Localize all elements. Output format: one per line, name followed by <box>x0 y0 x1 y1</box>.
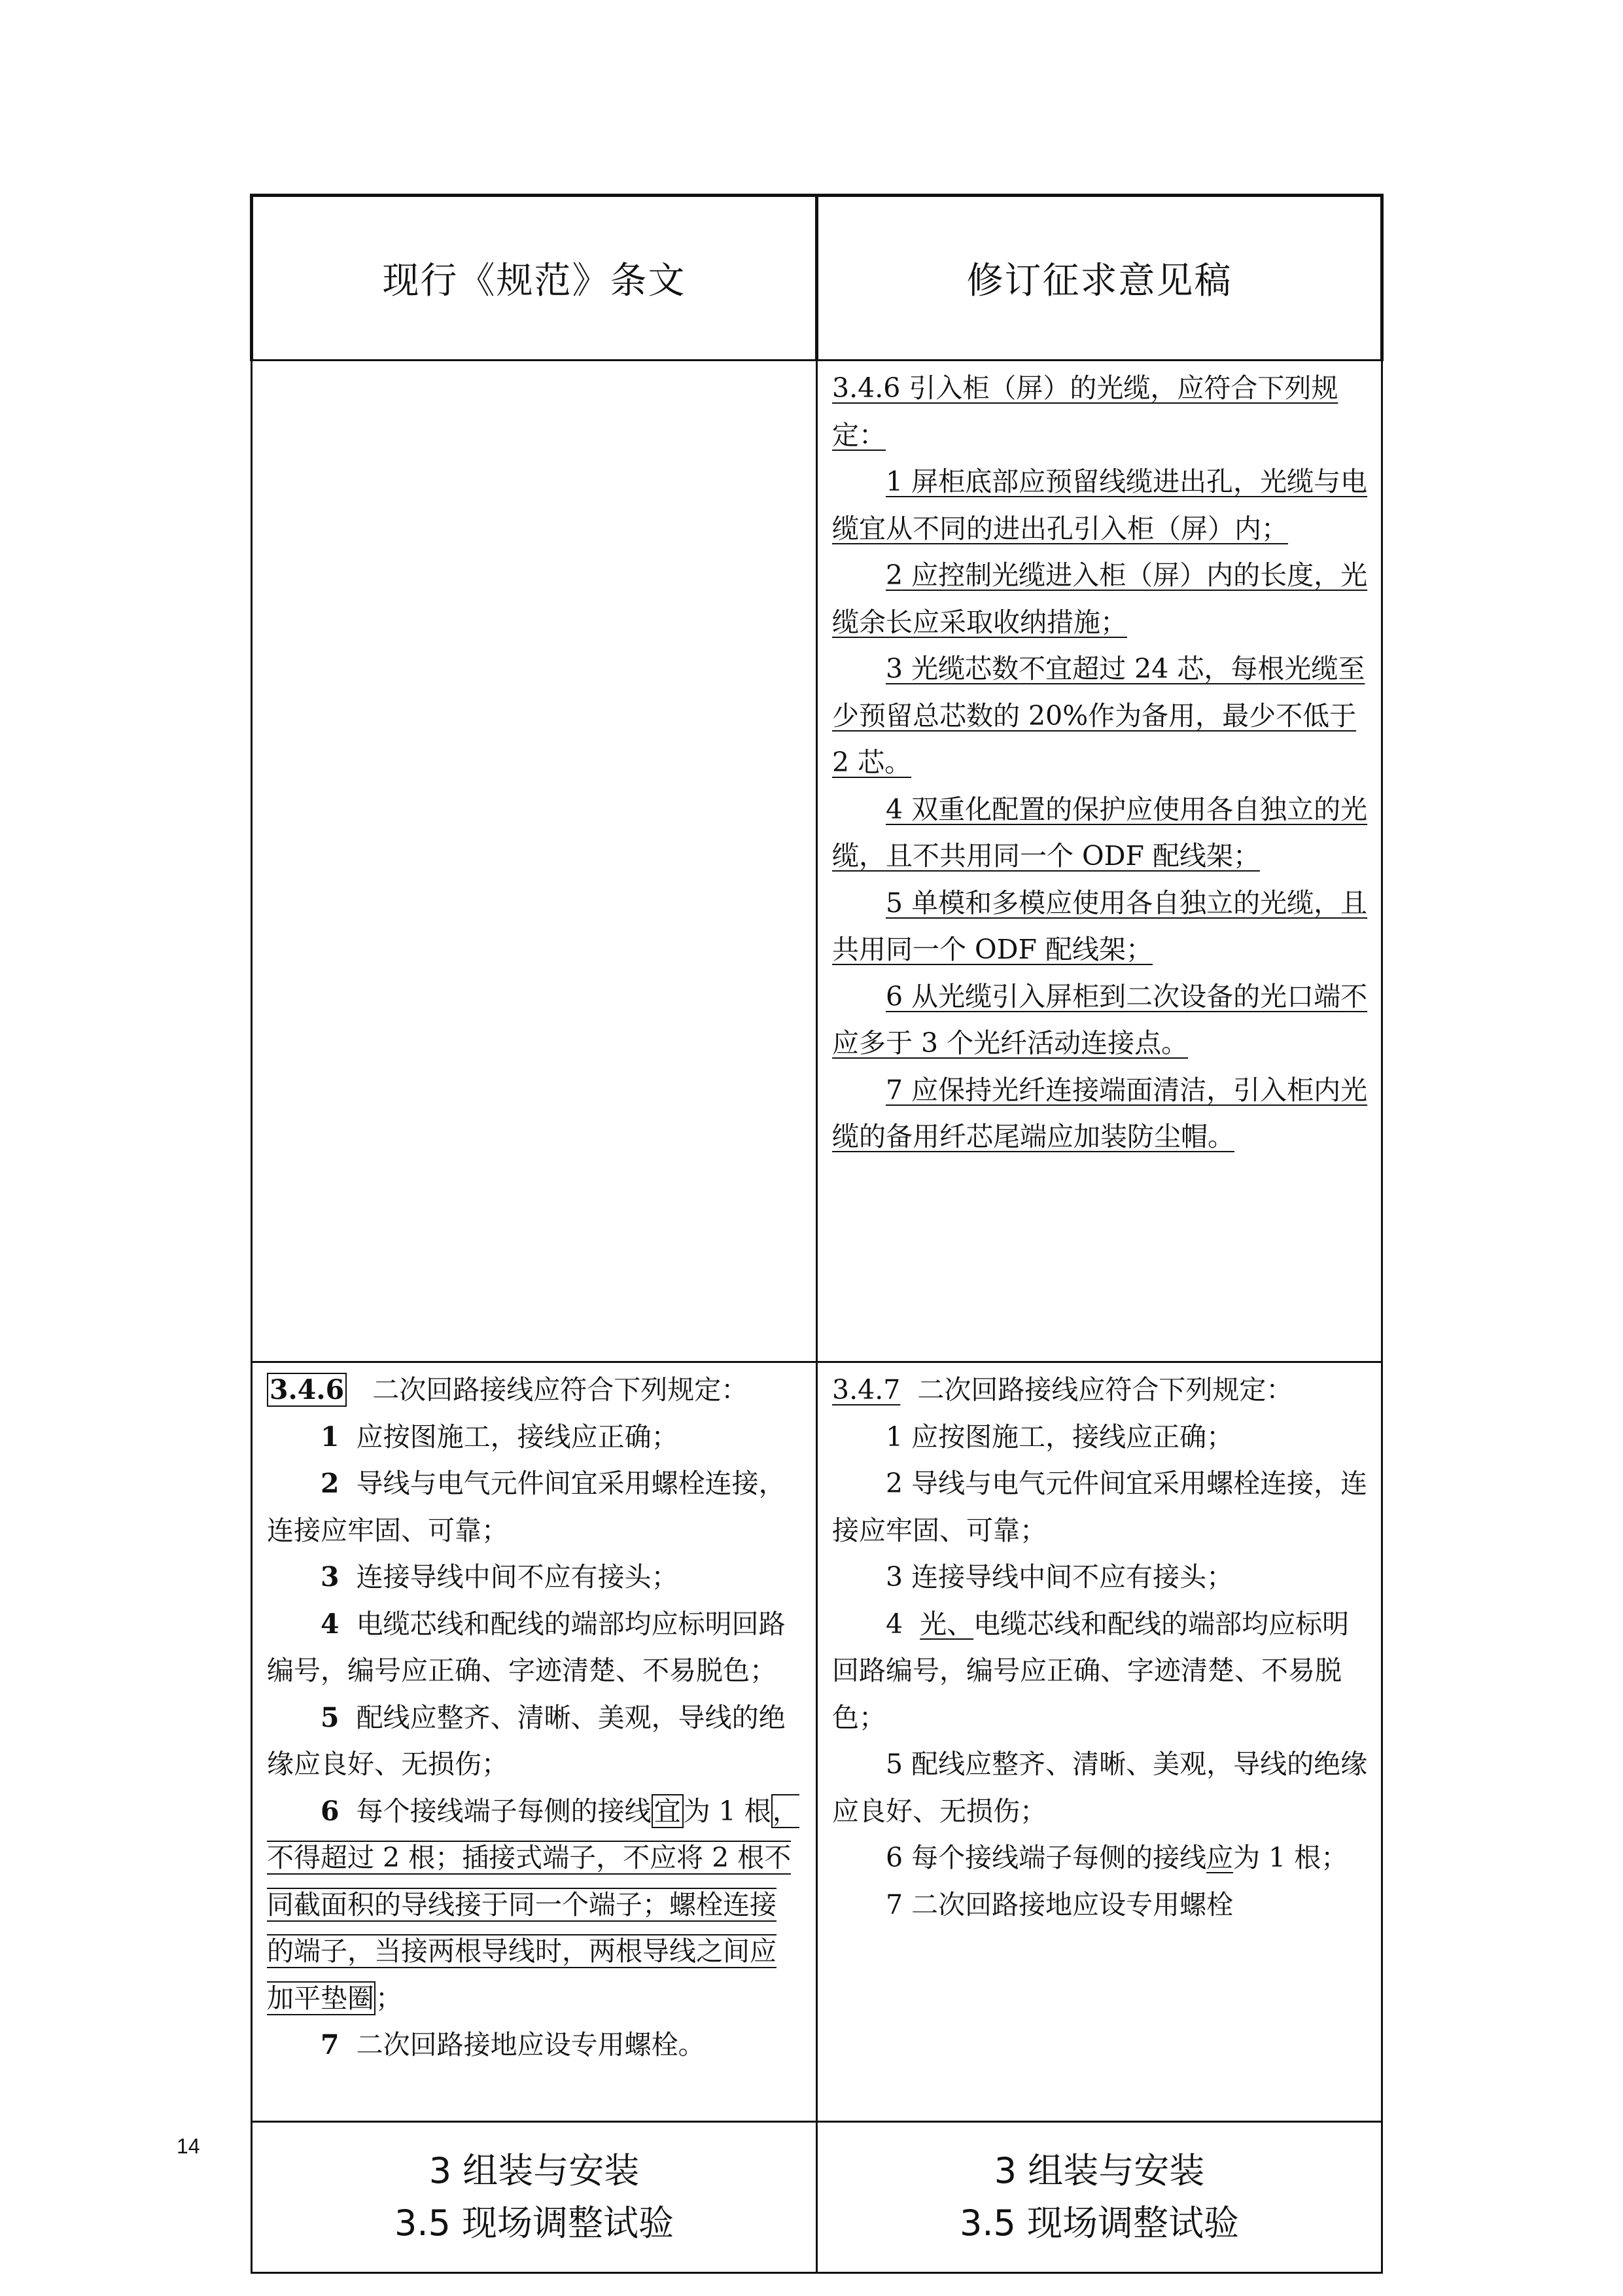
clause-number-underlined: 3.4.7 <box>832 1374 901 1405</box>
comparison-table <box>250 194 1384 2274</box>
current-item-6 <box>267 1788 803 2022</box>
item-number: 1 <box>321 1421 340 1453</box>
item-text: 应按图施工，接线应正确； <box>356 1421 678 1453</box>
item-number: 6 <box>321 1795 340 1827</box>
revised-item-4 <box>832 1601 1368 1742</box>
new-item-2: 2 应控制光缆进入柜（屏）内的长度，光缆余长应采取收纳措施； <box>832 559 1368 638</box>
revised-item-5: 5 配线应整齐、清晰、美观，导线的绝缘应良好、无损伤； <box>832 1748 1368 1827</box>
boxed-deleted-text: ，不得超过 2 根；插接式端子，不应将 2 根不同截面积的导线接于同一个端子；螺栓连接的端子，当接两根导线时，两根导线之间应加平垫圈 <box>267 1795 799 2014</box>
item-text: 配线应整齐、清晰、美观，导线的绝缘应良好、无损伤； <box>267 1701 786 1780</box>
chapter-title-right: 3 组装与安装 <box>994 2150 1205 2191</box>
item-number: 2 <box>321 1468 340 1499</box>
revised-item-1: 1 应按图施工，接线应正确； <box>886 1421 1234 1453</box>
item-text-cont: 为 1 根； <box>1233 1842 1348 1873</box>
current-item-7 <box>267 2022 803 2069</box>
item-text: 每个接线端子每侧的接线 <box>356 1795 652 1827</box>
header-left-text: 现行《规范》条文 <box>382 260 686 302</box>
clause-3-4-7-title <box>832 1367 1368 1414</box>
item-text: 6 每个接线端子每侧的接线 <box>886 1842 1207 1873</box>
row1-left-empty <box>252 361 817 1362</box>
revised-item-6 <box>832 1835 1368 1882</box>
item-number: 4 <box>886 1608 903 1640</box>
inserted-text: 光、 <box>920 1608 974 1640</box>
boxed-word-deletion: 宜 <box>652 1794 684 1828</box>
page-number: 14 <box>177 2134 200 2158</box>
item-text: 电缆芯线和配线的端部均应标明回路编号，编号应正确、字迹清楚、不易脱色； <box>832 1608 1350 1733</box>
footer-right <box>817 2122 1382 2273</box>
row2-right-cell <box>817 1362 1382 2122</box>
item-number: 4 <box>321 1608 340 1640</box>
item-text-cont: 为 1 根 <box>683 1795 771 1827</box>
chapter-title-left: 3 组装与安装 <box>428 2150 640 2191</box>
item-text: 二次回路接地应设专用螺栓。 <box>356 2029 705 2060</box>
row2-left-cell <box>252 1362 817 2122</box>
new-item-1: 1 屏柜底部应预留线缆进出孔，光缆与电缆宜从不同的进出孔引入柜（屏）内； <box>832 466 1368 544</box>
row-optical-cable <box>252 361 1382 1362</box>
current-item-5 <box>267 1695 803 1788</box>
item-text: 连接导线中间不应有接头； <box>356 1561 678 1593</box>
section-title-right: 3.5 现场调整试验 <box>959 2202 1240 2244</box>
current-item-1 <box>267 1414 803 1461</box>
footer-row <box>252 2122 1382 2273</box>
clause-3-4-6-current-title <box>267 1367 803 1414</box>
item-number: 7 <box>321 2029 340 2060</box>
clause-title-text: 二次回路接线应符合下列规定： <box>372 1374 748 1405</box>
header-right-text: 修订征求意见稿 <box>966 260 1232 302</box>
new-item-6: 6 从光缆引入屏柜到二次设备的光口端不应多于 3 个光纤活动连接点。 <box>832 980 1368 1059</box>
item-text: 电缆芯线和配线的端部均应标明回路编号，编号应正确、字迹清楚、不易脱色； <box>267 1608 786 1686</box>
header-current-spec <box>252 196 817 361</box>
revised-item-2: 2 导线与电气元件间宜采用螺栓连接，连接应牢固、可靠； <box>832 1468 1368 1546</box>
new-item-3: 3 光缆芯数不宜超过 24 芯，每根光缆至少预留总芯数的 20%作为备用，最少不低于 2 芯。 <box>832 653 1365 778</box>
current-item-3 <box>267 1554 803 1601</box>
current-item-2 <box>267 1460 803 1554</box>
revised-item-3: 3 连接导线中间不应有接头； <box>886 1561 1234 1593</box>
row-secondary-wiring <box>252 1362 1382 2122</box>
section-title-left: 3.5 现场调整试验 <box>394 2202 674 2244</box>
item-number: 3 <box>321 1561 340 1593</box>
new-item-5: 5 单模和多模应使用各自独立的光缆，且共用同一个 ODF 配线架； <box>832 887 1368 965</box>
inserted-word: 应 <box>1206 1842 1234 1873</box>
current-item-4 <box>267 1601 803 1695</box>
clause-3-4-6-new-title: 3.4.6 引入柜（屏）的光缆，应符合下列规定： <box>832 372 1338 451</box>
header-revision-draft <box>817 196 1382 361</box>
row1-right-cell <box>817 361 1382 1362</box>
header-row <box>252 196 1382 361</box>
clause-title-text: 二次回路接线应符合下列规定： <box>917 1374 1293 1405</box>
new-item-4: 4 双重化配置的保护应使用各自独立的光缆，且不共用同一个 ODF 配线架； <box>832 793 1368 872</box>
item-text: 导线与电气元件间宜采用螺栓连接，连接应牢固、可靠； <box>267 1468 786 1546</box>
item-number: 5 <box>321 1701 340 1733</box>
revised-item-7: 7 二次回路接地应设专用螺栓 <box>886 1888 1234 1920</box>
footer-left <box>252 2122 817 2273</box>
item-text-end: ； <box>375 1982 402 2014</box>
new-item-7: 7 应保持光纤连接端面清洁，引入柜内光缆的备用纤芯尾端应加装防尘帽。 <box>832 1074 1368 1152</box>
clause-number-box: 3.4.6 <box>267 1373 347 1407</box>
